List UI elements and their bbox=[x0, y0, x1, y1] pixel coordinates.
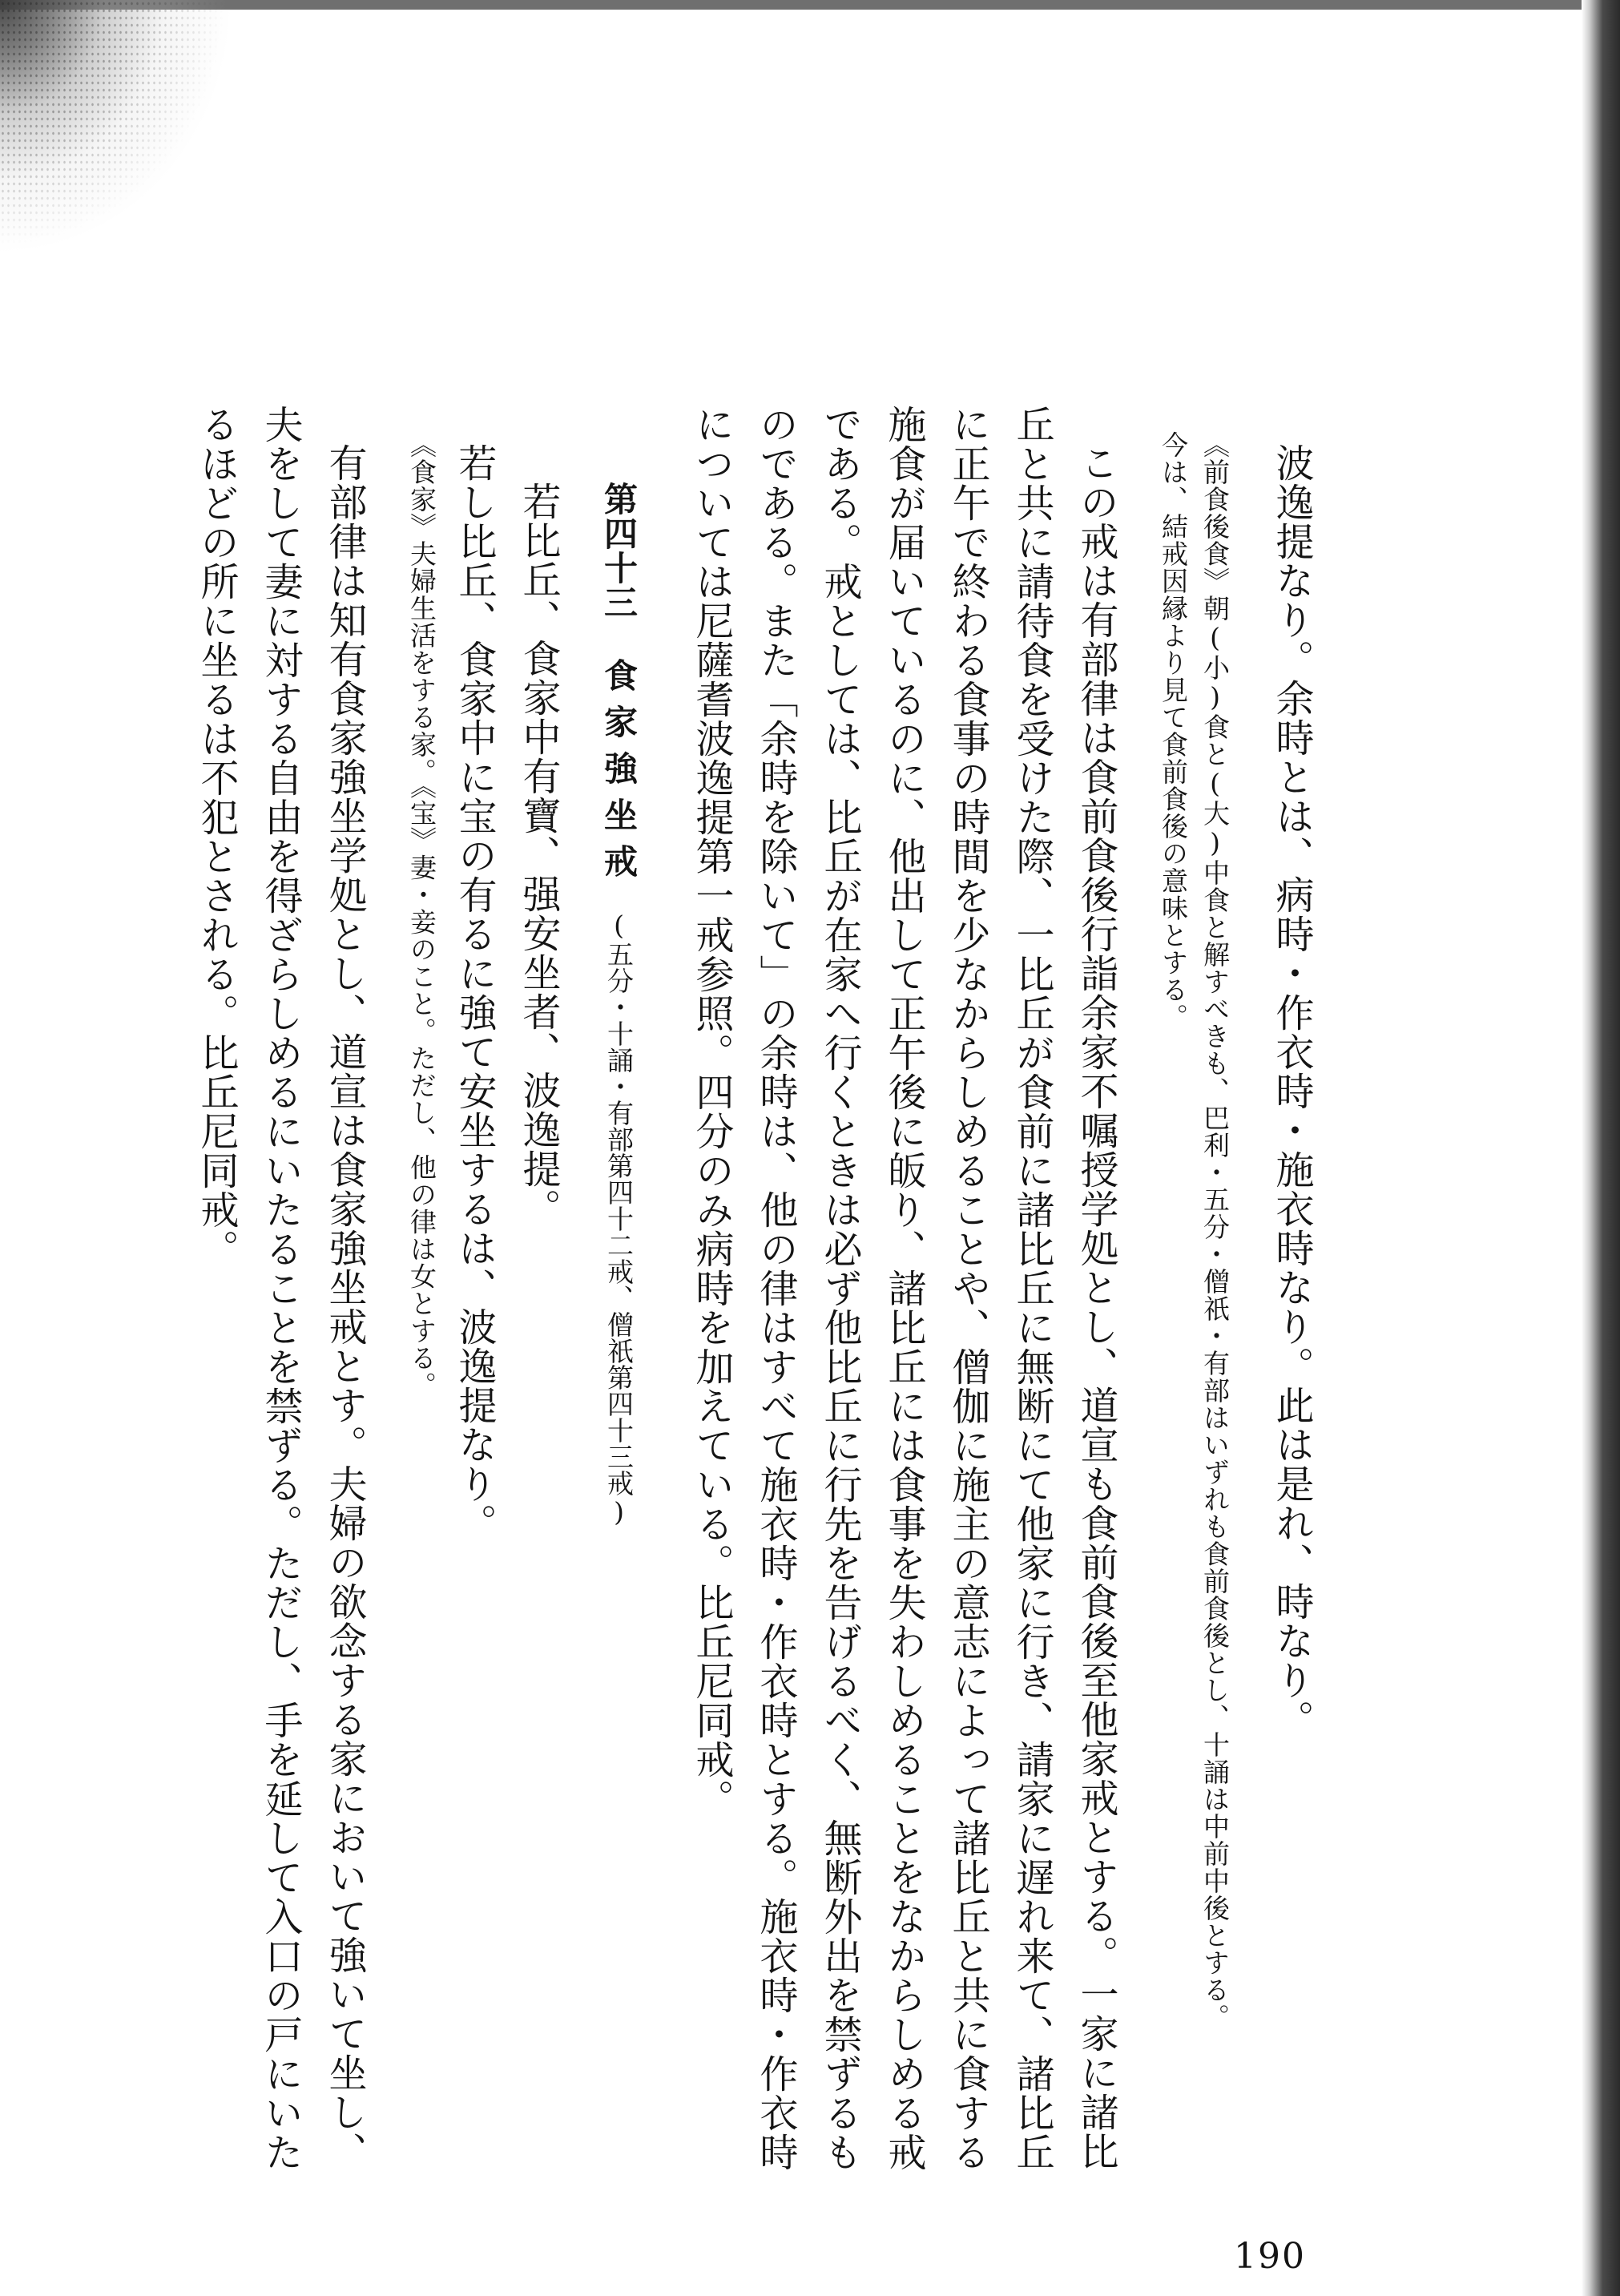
section-heading bbox=[586, 482, 651, 2192]
heading-title: 食家強坐戒 bbox=[599, 658, 639, 890]
text-line: である。戒としては、比丘が在家へ行くときは必ず他比丘に行先を告げるべく、無断外出を禁ずるも bbox=[817, 405, 862, 2172]
annotation-line: 《食家》夫婦生活をする家。《宝》妻・妾のこと。ただし、他の律は女とする。 bbox=[406, 431, 437, 1399]
text-line: 施食が届いているのに、他出して正午後に皈り、諸比丘には食事を失わしめることをなからしめる戒 bbox=[881, 405, 926, 2172]
text-line: については尼薩耆波逸提第一戒参照。四分のみ病時を加えている。比丘尼同戒。 bbox=[689, 405, 734, 1818]
vertical-text-body bbox=[184, 405, 1324, 2192]
heading-note: (五分・十誦・有部第四十二戒、僧祇第四十三戒) bbox=[603, 910, 635, 1527]
annotation-line: 《前食後食》朝(小)食と(大)中食と解すべきも、巴利・五分・僧祇・有部はいずれも食前食後とし、十誦は中前中後とする。 bbox=[1199, 431, 1231, 2031]
annotation-line: 今は、結戒因縁より見て食前食後の意味とする。 bbox=[1158, 431, 1189, 1031]
precept-text: 若比丘、食家中有寶、强安坐者、波逸提。 bbox=[516, 482, 561, 1228]
page-number: 190 bbox=[1234, 2236, 1306, 2277]
text-line: るほどの所に坐るは不犯とされる。比丘尼同戒。 bbox=[194, 405, 239, 1269]
text-line: 波逸提なり。余時とは、病時・作衣時・施衣時なり。此は是れ、時なり。 bbox=[1269, 443, 1314, 1739]
text-line: に正午で終わる食事の時間を少なからしめることや、僧伽に施主の意志によって諸比丘と共に食する bbox=[945, 405, 990, 2172]
text-line: 夫をして妻に対する自由を得ざらしめるにいたることを禁ずる。ただし、手を延して入口の戸にいた bbox=[258, 405, 303, 2172]
heading-number: 第四十三 bbox=[599, 482, 639, 619]
text-line: この戒は有部律は食前食後行詣余家不嘱授学処とし、道宣も食前食後至他家戒とする。一家に諸比 bbox=[1074, 443, 1118, 2171]
precept-reading: 若し比丘、食家中に宝の有るに強て安坐するは、波逸提なり。 bbox=[452, 443, 497, 1543]
scan-corner-shadow bbox=[0, 0, 264, 289]
scan-right-edge bbox=[1582, 0, 1620, 2296]
text-line: 丘と共に請待食を受けた際、一比丘が食前に諸比丘に無断にて他家に行き、請家に遅れ来て、諸比丘 bbox=[1009, 405, 1054, 2172]
text-line: のである。また「余時を除いて」の余時は、他の律はすべて施衣時・作衣時とする。施衣時・作衣時 bbox=[753, 405, 798, 2172]
text-line: 有部律は知有食家強坐学処とし、道宣は食家強坐戒とす。夫婦の欲念する家において強いて坐し、 bbox=[322, 443, 367, 2171]
